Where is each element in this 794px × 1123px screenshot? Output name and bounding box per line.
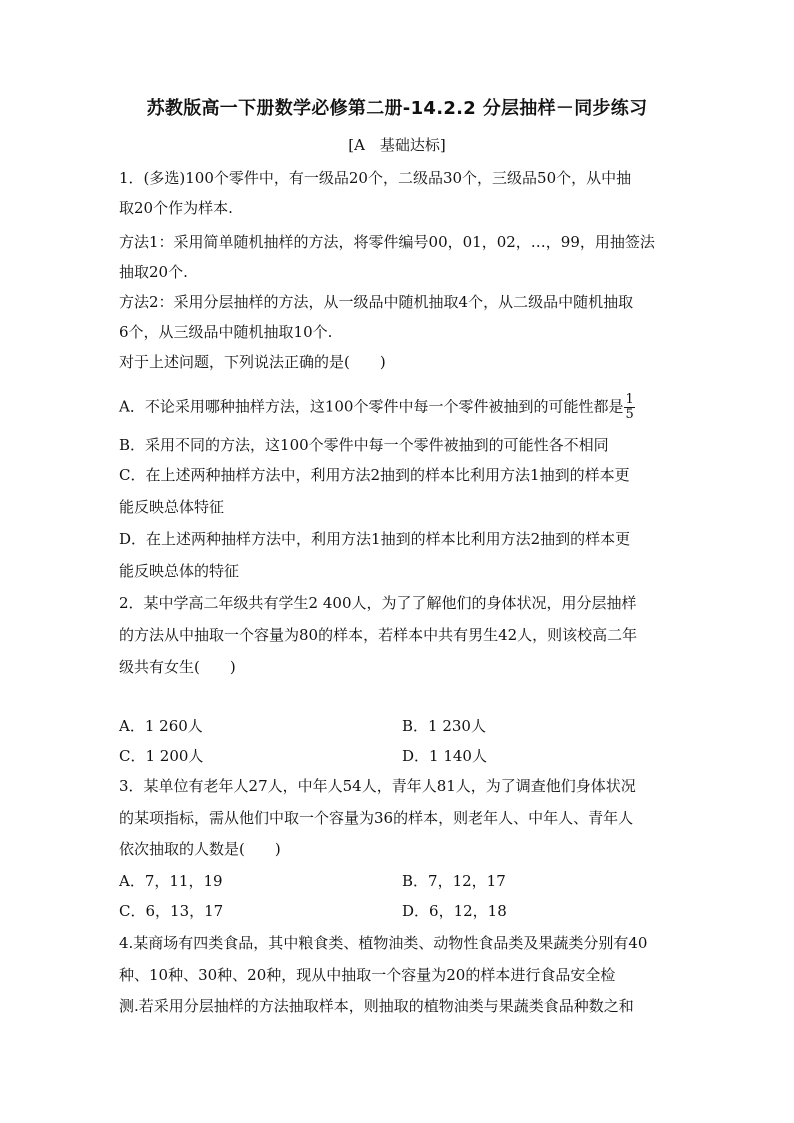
q2-option-b: B．1 230人	[402, 717, 486, 735]
q2-option-c: C．1 200人	[119, 747, 204, 765]
q2-line: 2．某中学高二年级共有学生2 400人，为了了解他们的身体状况，用分层抽样	[119, 594, 637, 612]
q2-line: 级共有女生( )	[119, 658, 236, 676]
q1-option-c: 能反映总体特征	[119, 498, 225, 516]
q3-option-b: B．7，12，17	[402, 872, 506, 890]
q4-line: 测.若采用分层抽样的方法抽取样本，则抽取的植物油类与果蔬类食品种数之和	[119, 997, 634, 1015]
q1-question-line: 对于上述问题，下列说法正确的是( )	[119, 353, 386, 371]
section-heading: [A 基础达标]	[348, 136, 446, 154]
q3-option-c: C．6，13，17	[119, 902, 224, 920]
q1-option-a	[119, 393, 679, 422]
q1-method2-line: 方法2：采用分层抽样的方法，从一级品中随机抽取4个，从二级品中随机抽取	[119, 293, 634, 311]
q1-option-a-text: A．不论采用哪种抽样方法，这100个零件中每一个零件被抽到的可能性都是	[119, 397, 624, 416]
q1-option-d: 能反映总体的特征	[119, 562, 240, 580]
q1-method1-line: 抽取20个.	[119, 263, 188, 281]
q1-option-b: B．采用不同的方法，这100个零件中每一个零件被抽到的可能性各不相同	[119, 436, 609, 454]
fraction-denominator: 5	[625, 407, 634, 422]
q2-line: 的方法从中抽取一个容量为80的样本，若样本中共有男生42人，则该校高二年	[119, 626, 638, 644]
q4-line: 4.某商场有四类食品，其中粮食类、植物油类、动物性食品类及果蔬类分别有40	[119, 934, 648, 952]
q3-option-a: A．7，11，19	[119, 872, 223, 890]
q3-line: 的某项指标，需从他们中取一个容量为36的样本，则老年人、中年人、青年人	[119, 809, 634, 827]
fraction-numerator: 1	[625, 392, 634, 407]
q1-option-d: D．在上述两种抽样方法中，利用方法1抽到的样本比利用方法2抽到的样本更	[119, 530, 631, 548]
q4-line: 种、10种、30种、20种，现从中抽取一个容量为20的样本进行食品安全检	[119, 966, 616, 984]
q1-line: 1．(多选)100个零件中，有一级品20个，二级品30个，三级品50个，从中抽	[119, 169, 632, 187]
q1-line: 取20个作为样本.	[119, 199, 233, 217]
fraction	[624, 393, 634, 422]
q2-option-d: D．1 140人	[402, 747, 487, 765]
q3-line: 3．某单位有老年人27人，中年人54人，青年人81人，为了调查他们身体状况	[119, 777, 636, 795]
document-title: 苏教版高一下册数学必修第二册-14.2.2 分层抽样－同步练习	[146, 98, 648, 119]
q2-option-a: A．1 260人	[119, 717, 203, 735]
q3-line: 依次抽取的人数是( )	[119, 840, 281, 858]
q1-option-c: C．在上述两种抽样方法中，利用方法2抽到的样本比利用方法1抽到的样本更	[119, 466, 630, 484]
q1-method2-line: 6个，从三级品中随机抽取10个.	[119, 323, 333, 341]
q3-option-d: D．6，12，18	[402, 902, 507, 920]
q1-method1-line: 方法1：采用简单随机抽样的方法，将零件编号00，01，02，…，99，用抽签法	[119, 233, 655, 251]
